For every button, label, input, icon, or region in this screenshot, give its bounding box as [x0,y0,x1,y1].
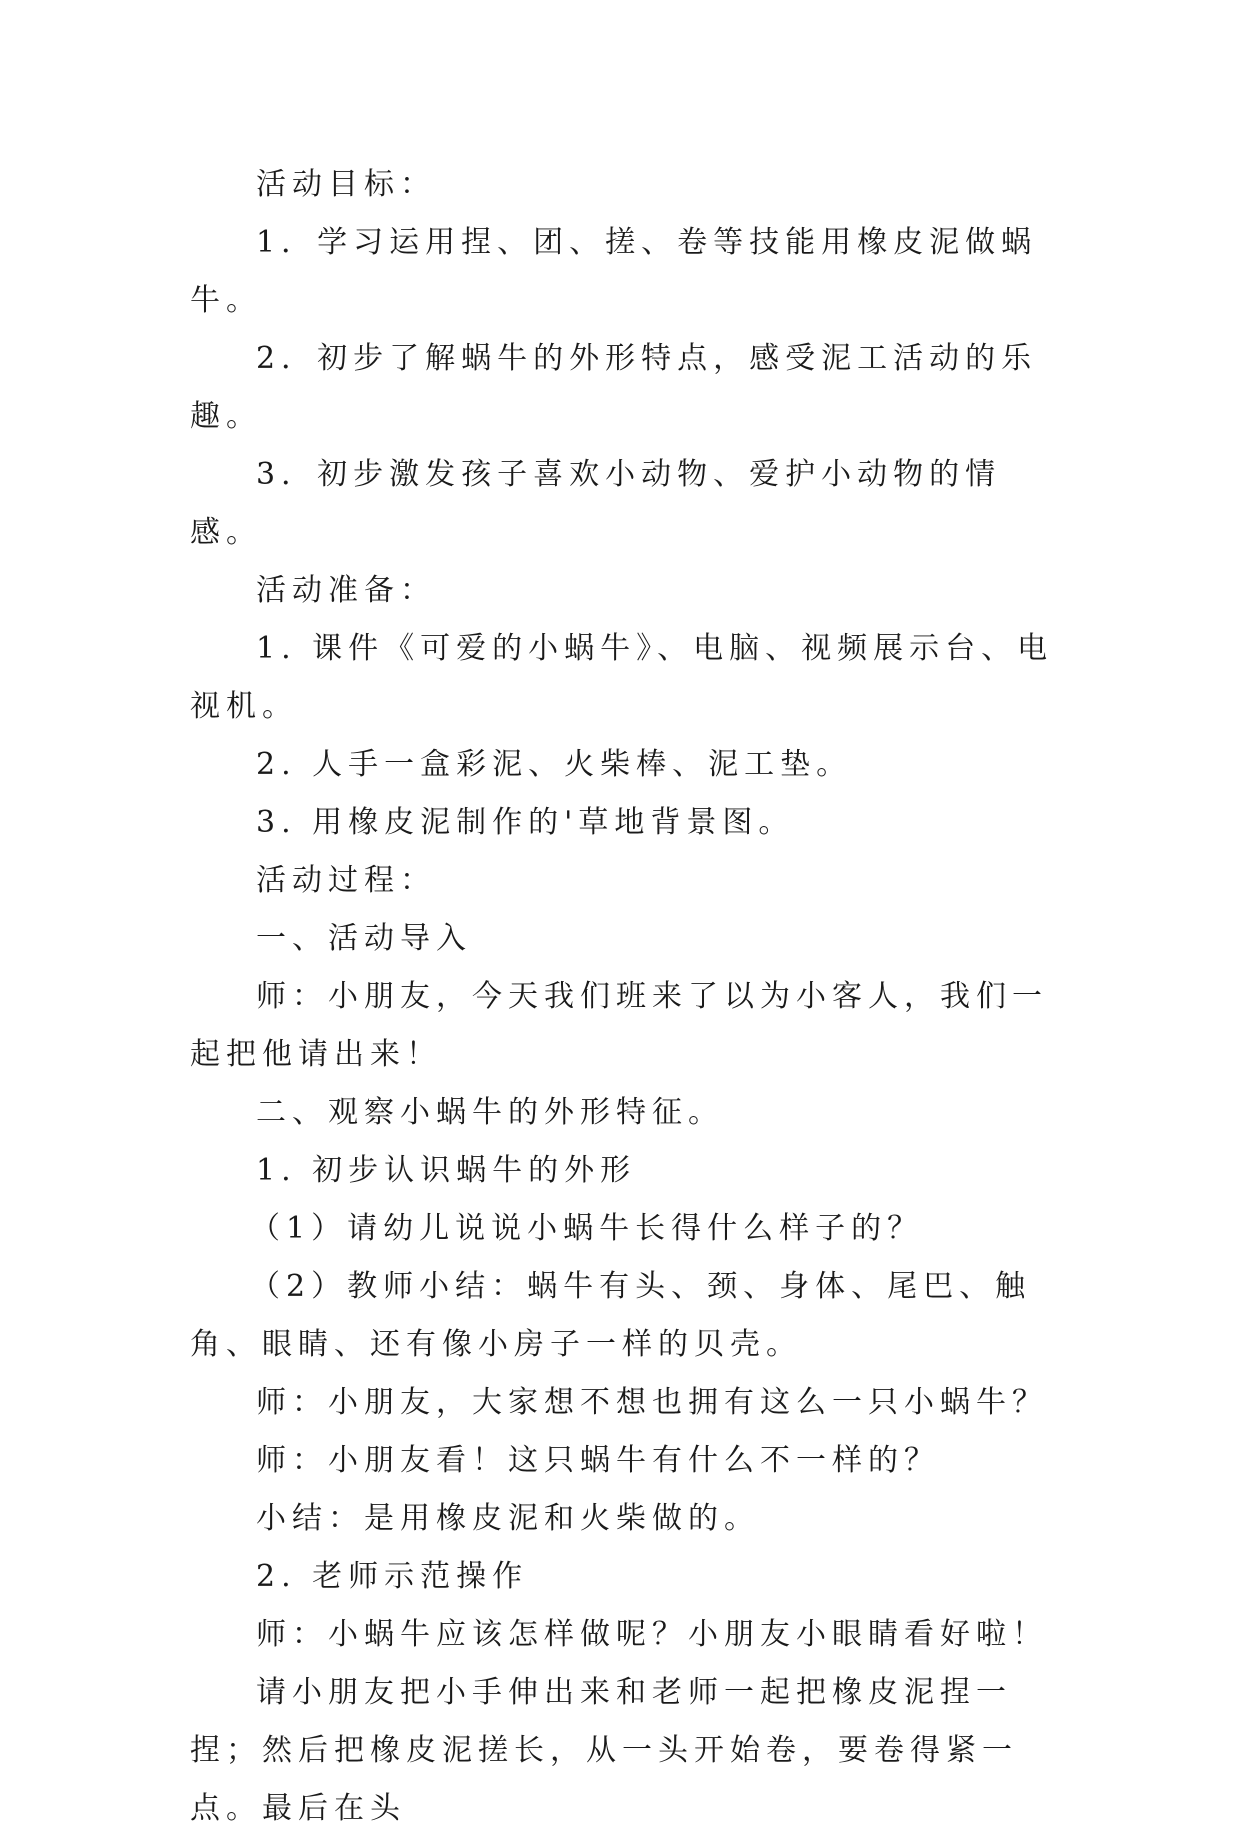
instruction-paragraph: 请小朋友把小手伸出来和老师一起把橡皮泥捏一捏；然后把橡皮泥搓长，从一头开始卷，要卷得紧一点。最后在头 [190,1675,1018,1826]
preparation-item-3: 3. 用橡皮泥制作的'草地背景图。 [256,805,795,840]
step-2-demonstration: 2. 老师示范操作 [256,1559,529,1594]
teacher-line-question-1: 师：小朋友，大家想不想也拥有这么一只小蜗牛？ [256,1385,1048,1420]
document-body [190,156,1060,1838]
teacher-line-how-to: 师：小蜗牛应该怎样做呢？小朋友小眼睛看好啦！ [256,1617,1048,1652]
sub-step-1: （1）请幼儿说说小蜗牛长得什么样子的？ [250,1211,924,1246]
section-observe-snail: 二、观察小蜗牛的外形特征。 [256,1095,724,1130]
step-1-recognize-shape: 1. 初步认识蜗牛的外形 [256,1153,637,1188]
preparation-item-2: 2. 人手一盒彩泥、火柴棒、泥工垫。 [256,747,853,782]
teacher-line-question-2: 师：小朋友看！这只蜗牛有什么不一样的？ [256,1443,940,1478]
summary-line: 小结：是用橡皮泥和火柴做的。 [256,1501,760,1536]
heading-activity-goals: 活动目标： [256,167,436,202]
goal-item-2: 2．初步了解蜗牛的外形特点，感受泥工活动的乐趣。 [190,341,1038,434]
section-introduction: 一、活动导入 [256,921,472,956]
heading-activity-process: 活动过程： [256,863,436,898]
heading-activity-preparation: 活动准备： [256,573,436,608]
goal-item-3: 3．初步激发孩子喜欢小动物、爱护小动物的情感。 [190,457,1002,550]
teacher-line-intro: 师：小朋友，今天我们班来了以为小客人，我们一起把他请出来！ [190,979,1048,1072]
preparation-item-1: 1. 课件《可爱的小蜗牛》、电脑、视频展示台、电视机。 [190,631,1054,724]
goal-item-1: 1．学习运用捏、团、搓、卷等技能用橡皮泥做蜗牛。 [190,225,1038,318]
sub-step-2: （2）教师小结：蜗牛有头、颈、身体、尾巴、触角、眼睛、还有像小房子一样的贝壳。 [190,1269,1032,1362]
